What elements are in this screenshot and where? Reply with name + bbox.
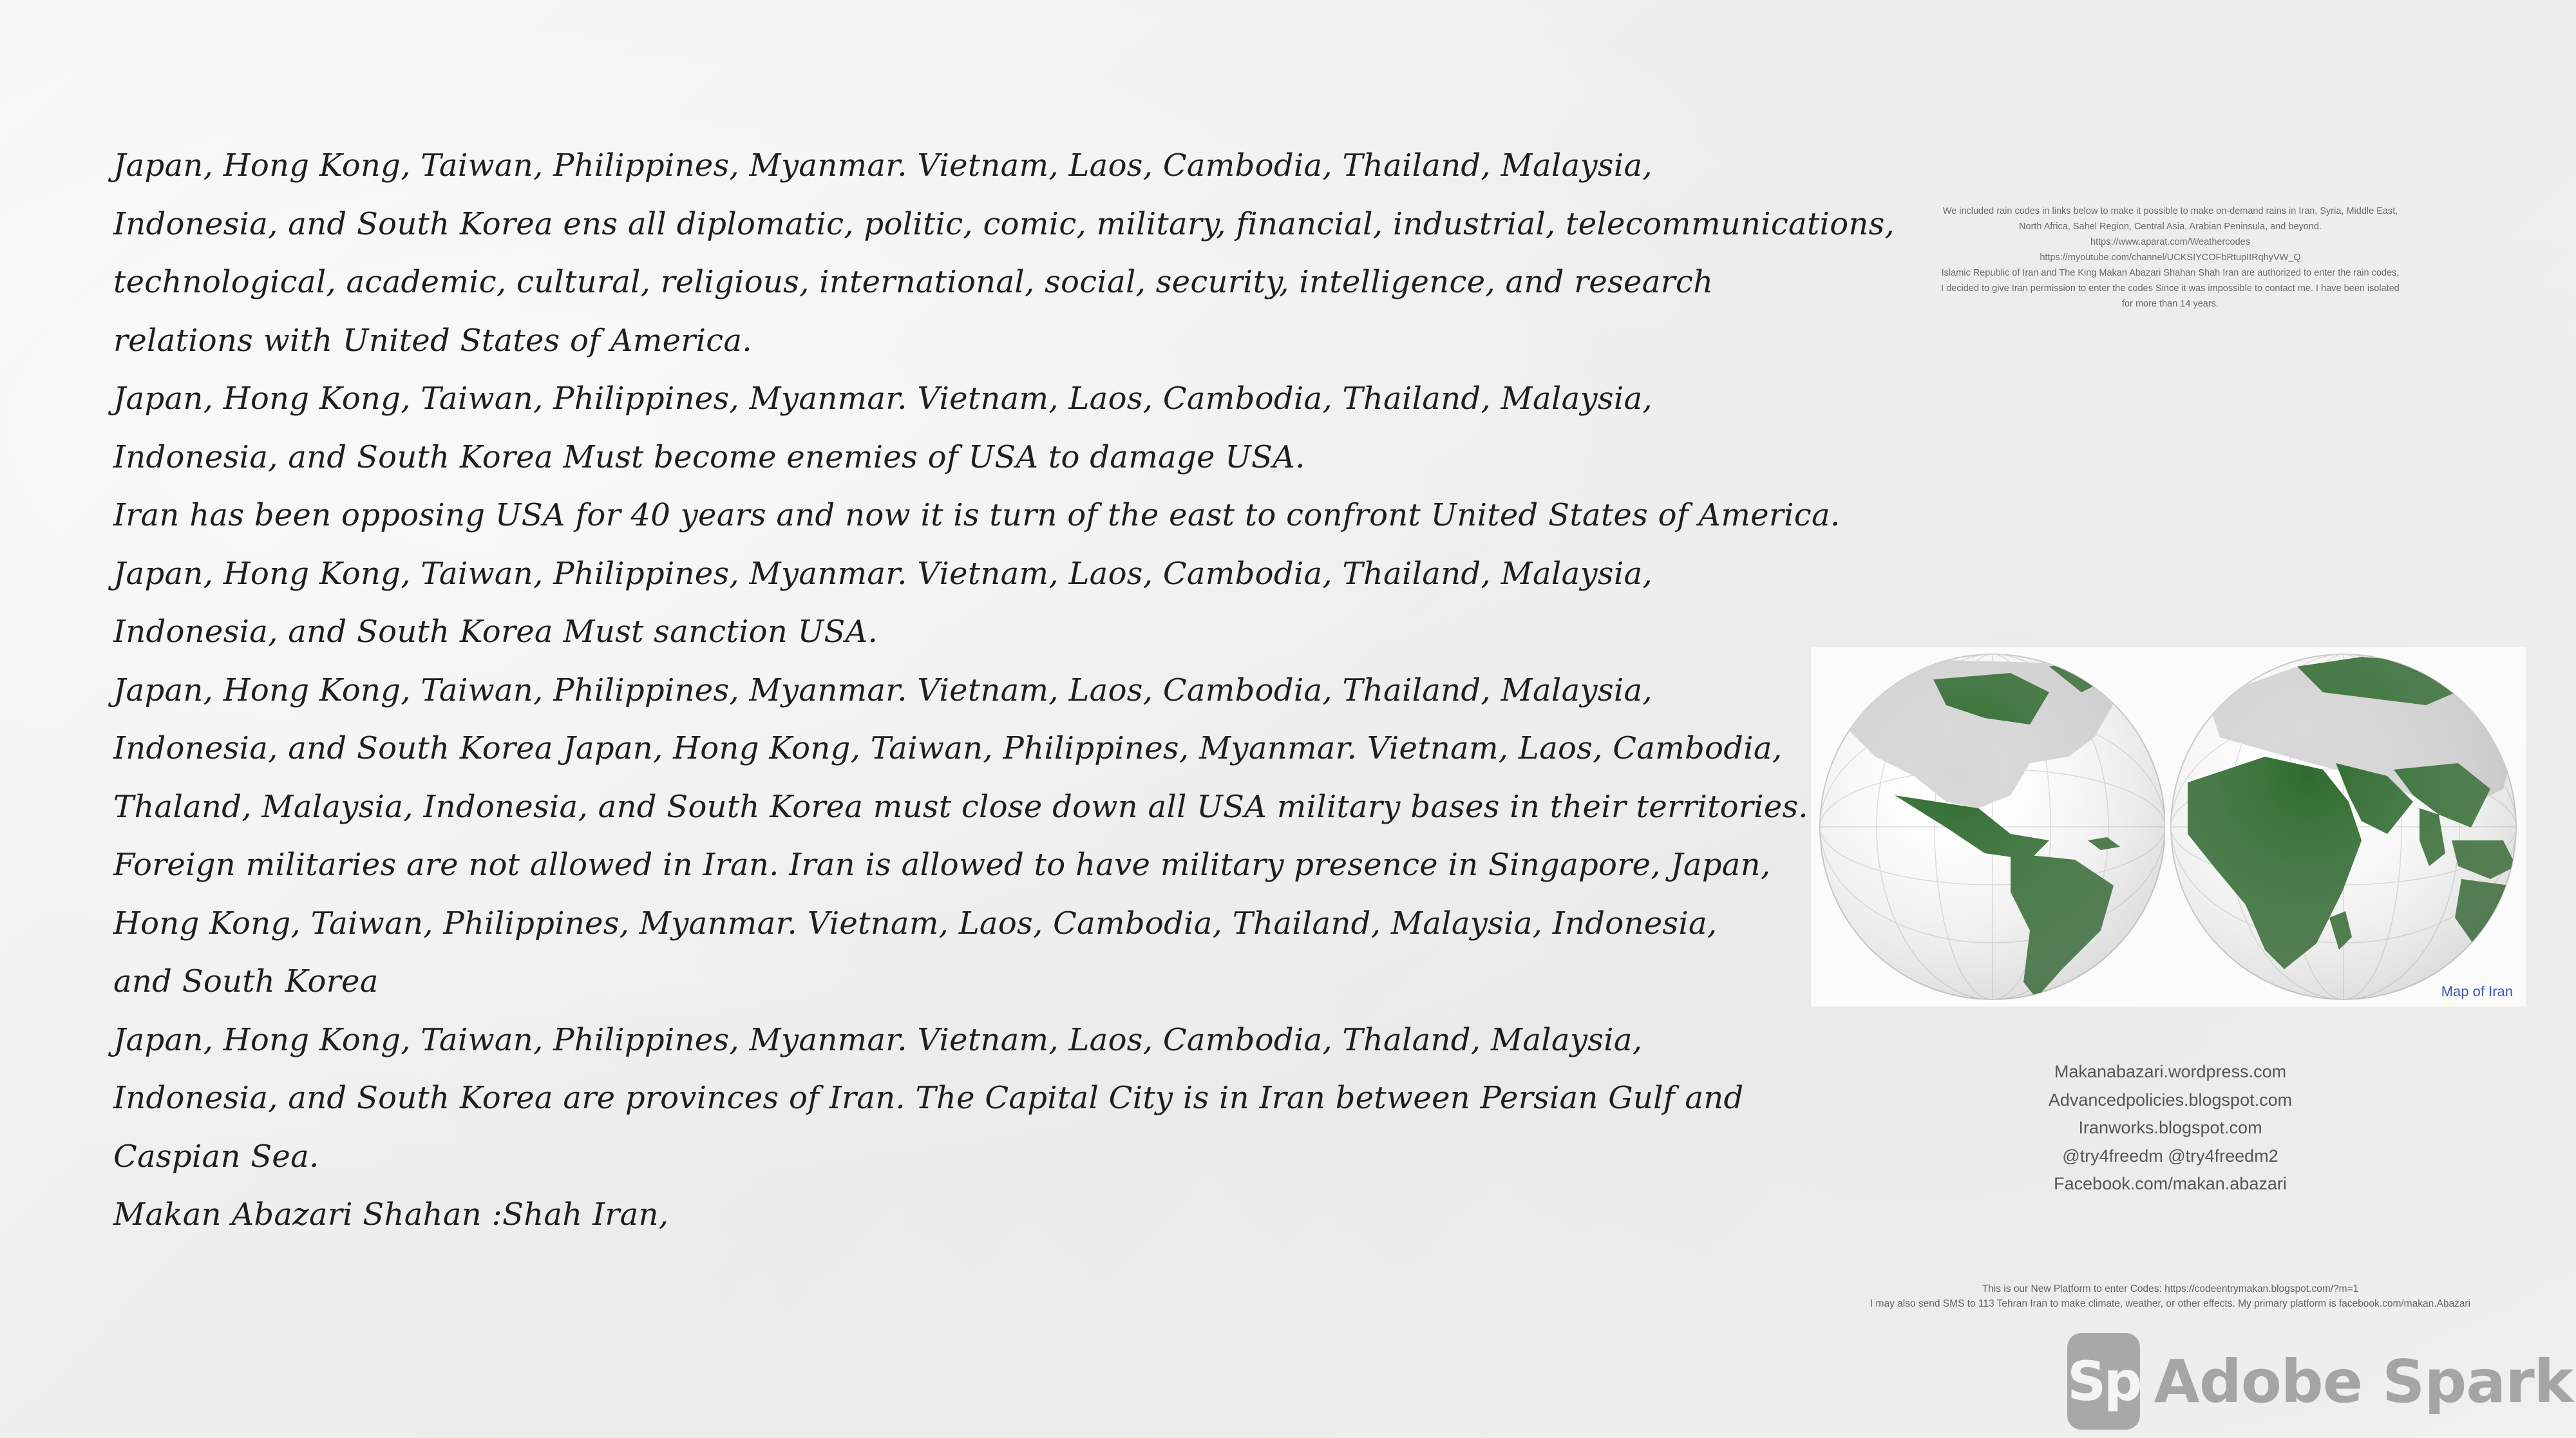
note-line: We included rain codes in links below to make it possible to make on-demand rains in Iran, Syria, Middle East,: [1942, 206, 2398, 216]
text-line: Japan, Hong Kong, Taiwan, Philippines, Myanmar. Vietnam, Laos, Cambodia, Thaland, Malaysia,: [113, 1021, 1643, 1058]
link-facebook[interactable]: Facebook.com/makan.abazari: [2054, 1174, 2287, 1193]
link-twitter-handles[interactable]: @try4freedm @try4freedm2: [2062, 1146, 2278, 1166]
adobe-spark-badge[interactable]: [2067, 1333, 2573, 1430]
eastern-globe: [2168, 647, 2523, 1007]
text-line: Caspian Sea.: [113, 1138, 319, 1175]
text-line: Indonesia, and South Korea Japan, Hong Kong, Taiwan, Philippines, Myanmar. Vietnam, Laos, Cambodia,: [113, 730, 1783, 766]
adobe-spark-wordmark: Adobe Spark: [2154, 1347, 2573, 1416]
text-line: relations with United States of America.: [113, 322, 752, 359]
text-line: Indonesia, and South Korea ens all diplomatic, politic, comic, military, financial, industrial, telecommunications,: [113, 205, 1895, 242]
link-iranworks[interactable]: Iranworks.blogspot.com: [2078, 1118, 2262, 1137]
link-advancedpolicies[interactable]: Advancedpolicies.blogspot.com: [2048, 1090, 2293, 1110]
text-line: Japan, Hong Kong, Taiwan, Philippines, Myanmar. Vietnam, Laos, Cambodia, Thailand, Malaysia,: [113, 555, 1653, 592]
main-text-block: [113, 137, 1895, 1244]
text-line: Indonesia, and South Korea Must sanction USA.: [113, 614, 878, 650]
note-line: North Africa, Sahel Region, Central Asia, Arabian Peninsula, and beyond.: [2019, 222, 2322, 232]
platform-note-line: This is our New Platform to enter Codes: https://codeentrymakan.blogspot.com/?m=1: [1982, 1283, 2359, 1294]
text-line: Thaland, Malaysia, Indonesia, and South Korea must close down all USA military bases in their territories.: [113, 788, 1808, 825]
rain-codes-note: [1919, 203, 2421, 312]
adobe-spark-logo-icon: Sp: [2067, 1333, 2140, 1430]
note-line: Islamic Republic of Iran and The King Makan Abazari Shahan Shah Iran are authorized to enter the rain codes.: [1941, 268, 2400, 278]
map-caption-link[interactable]: Map of Iran: [2441, 983, 2513, 999]
text-line: Hong Kong, Taiwan, Philippines, Myanmar. Vietnam, Laos, Cambodia, Thailand, Malaysia, Indonesia,: [113, 905, 1718, 941]
text-line: Indonesia, and South Korea are provinces of Iran. The Capital City is in Iran between Persian Gulf and: [113, 1080, 1744, 1116]
links-list: [1977, 1058, 2363, 1198]
text-line: Foreign militaries are not allowed in Iran. Iran is allowed to have military presence in Singapore, Japan,: [113, 847, 1771, 883]
text-line: and South Korea: [113, 963, 379, 999]
platform-note-line: I may also send SMS to 113 Tehran Iran to make climate, weather, or other effects. My primary platform is facebook.com/makan.Abazari: [1870, 1298, 2471, 1309]
text-line: Japan, Hong Kong, Taiwan, Philippines, Myanmar. Vietnam, Laos, Cambodia, Thailand, Malaysia,: [113, 381, 1653, 417]
note-line: for more than 14 years.: [2122, 299, 2219, 309]
signature-line: Makan Abazari Shahan :Shah Iran,: [113, 1197, 669, 1233]
note-link[interactable]: https://www.aparat.com/Weathercodes: [2090, 237, 2250, 247]
note-line: I decided to give Iran permission to enter the codes Since it was impossible to contact me. I have been isolated: [1941, 283, 2400, 294]
text-line: Iran has been opposing USA for 40 years and now it is turn of the east to confront United States of America.: [113, 497, 1841, 533]
link-wordpress[interactable]: Makanabazari.wordpress.com: [2054, 1062, 2287, 1081]
text-line: technological, academic, cultural, religious, international, social, security, intelligence, and research: [113, 264, 1714, 300]
western-globe: [1817, 647, 2165, 1007]
text-line: Indonesia, and South Korea Must become enemies of USA to damage USA.: [113, 439, 1305, 475]
note-link[interactable]: https://myoutube.com/channel/UCKSIYCOFbRtupIIRqhyVW_Q: [2040, 252, 2301, 263]
text-line: Japan, Hong Kong, Taiwan, Philippines, Myanmar. Vietnam, Laos, Cambodia, Thailand, Malaysia,: [113, 147, 1653, 184]
globe-map-image: [1811, 647, 2526, 1007]
platform-note: [1835, 1282, 2505, 1311]
text-line: Japan, Hong Kong, Taiwan, Philippines, Myanmar. Vietnam, Laos, Cambodia, Thailand, Malaysia,: [113, 672, 1653, 708]
